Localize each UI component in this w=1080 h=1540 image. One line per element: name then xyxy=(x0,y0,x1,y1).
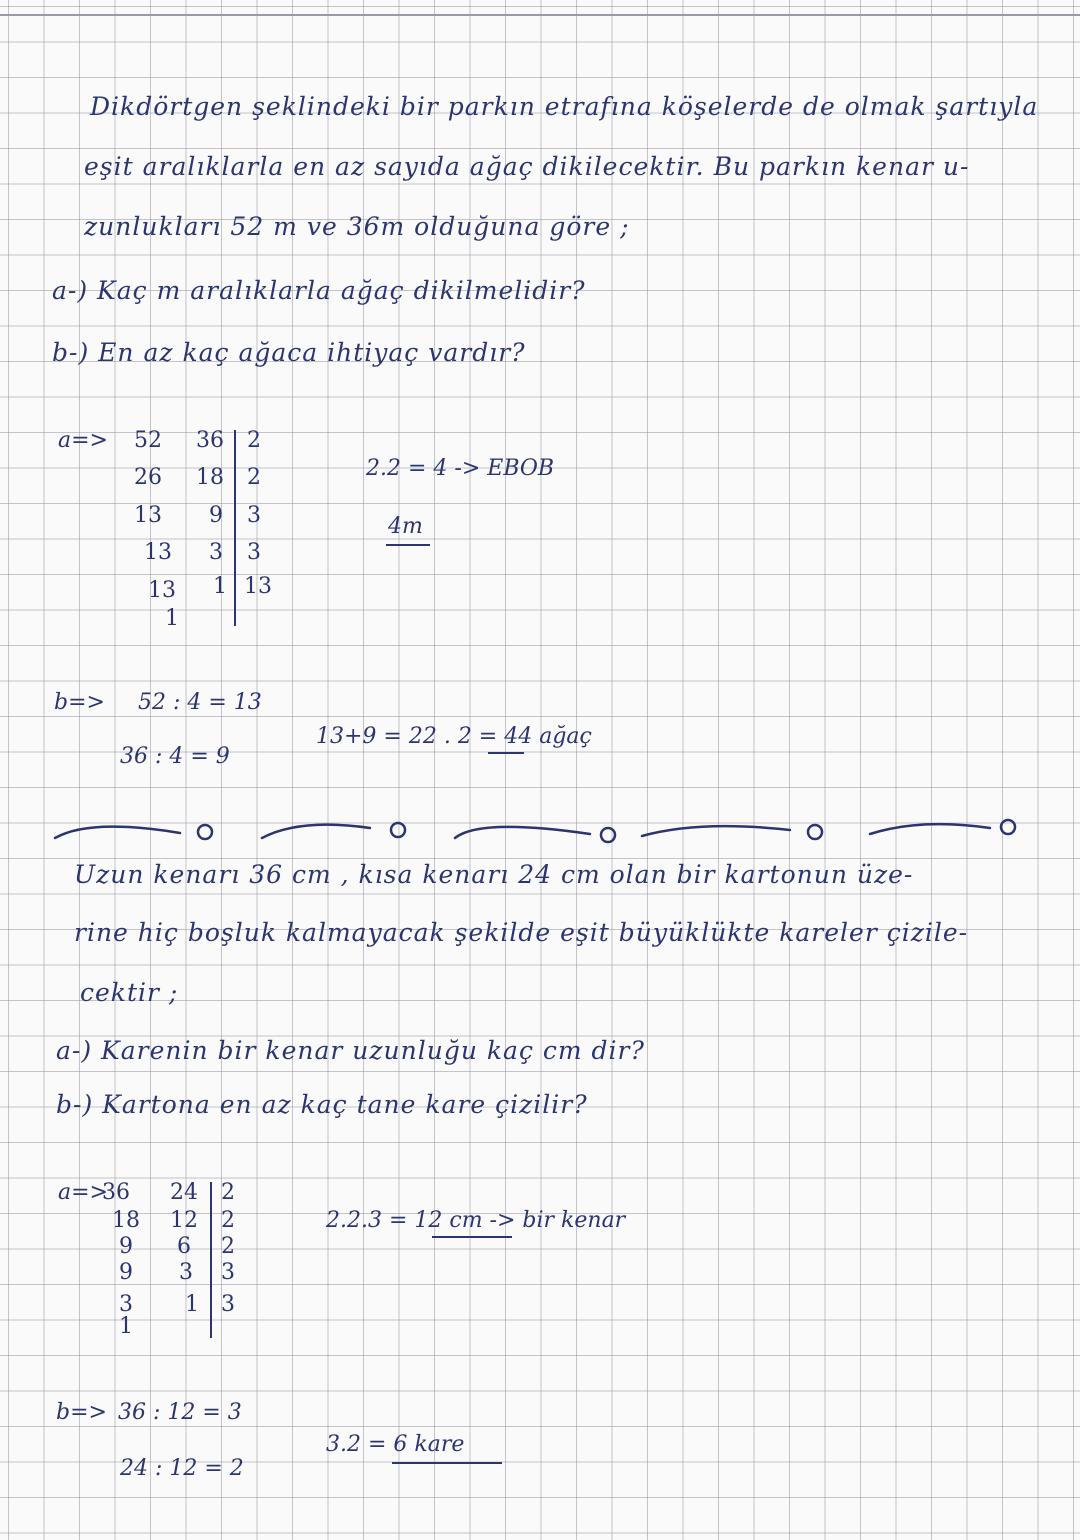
p1-sol-b-line2: 36 : 4 = 9 xyxy=(120,744,230,769)
p2-divisor-r3: 2 xyxy=(221,1234,235,1259)
p1-col2-r5: 1 xyxy=(213,574,227,599)
p2-col1-r4: 9 xyxy=(119,1260,133,1285)
p1-ebob-result: 2.2 = 4 -> EBOB xyxy=(366,456,555,481)
problem1-line3: zunlukları 52 m ve 36m olduğuna göre ; xyxy=(84,212,630,241)
p1-sol-b-line1: 52 : 4 = 13 xyxy=(138,690,262,715)
problem1-question-b: b-) En az kaç ağaca ihtiyaç vardır? xyxy=(52,338,526,367)
p2-sol-b-calc: 3.2 = 6 kare xyxy=(326,1432,465,1457)
page-top-rule xyxy=(0,14,1080,16)
separator-circle-2 xyxy=(391,823,405,837)
p1-col1-r5: 13 xyxy=(148,578,176,603)
separator-circle-3 xyxy=(601,828,615,842)
p2-col1-r1: 36 xyxy=(102,1180,130,1205)
p1-col1-r1: 52 xyxy=(134,428,162,453)
p1-divisor-r3: 3 xyxy=(247,503,261,528)
p2-col1-r6: 1 xyxy=(119,1314,133,1339)
p1-col2-r4: 3 xyxy=(209,540,223,565)
problem2-line2: rine hiç boşluk kalmayacak şekilde eşit büyüklükte kareler çizile- xyxy=(74,918,969,947)
p2-sol-b-line1: 36 : 12 = 3 xyxy=(118,1400,242,1425)
p2-col1-r3: 9 xyxy=(119,1234,133,1259)
problem2-line3: cektir ; xyxy=(80,978,179,1007)
p2-col1-r5: 3 xyxy=(119,1292,133,1317)
problem2-question-a: a-) Karenin bir kenar uzunluğu kaç cm dir? xyxy=(56,1036,645,1065)
p1-col1-r2: 26 xyxy=(134,465,162,490)
p1-col2-r1: 36 xyxy=(196,428,224,453)
p1-col1-r6: 1 xyxy=(165,606,179,631)
p1-divisor-r2: 2 xyxy=(247,465,261,490)
p1-col1-r4: 13 xyxy=(144,540,172,565)
problem1-line1: Dikdörtgen şeklindeki bir parkın etrafına köşelerde de olmak şartıyla xyxy=(90,92,1039,121)
p2-sol-b-underline xyxy=(392,1462,502,1464)
p1-sol-b-label: b=> xyxy=(54,690,105,715)
p2-sol-a-label: a=> xyxy=(58,1180,108,1205)
problem2-question-b: b-) Kartona en az kaç tane kare çizilir? xyxy=(56,1090,588,1119)
problem1-line2: eşit aralıklarla en az sayıda ağaç dikilecektir. Bu parkın kenar u- xyxy=(84,152,970,181)
p2-sol-b-label: b=> xyxy=(56,1400,107,1425)
p2-col2-r5: 1 xyxy=(185,1292,199,1317)
separator-circle-1 xyxy=(198,825,212,839)
p1-answer-a-underline xyxy=(386,544,430,546)
problem2-line1: Uzun kenarı 36 cm , kısa kenarı 24 cm olan bir kartonun üze- xyxy=(74,860,914,889)
p1-answer-a: 4m xyxy=(388,514,423,539)
p1-sol-a-label: a=> xyxy=(58,428,108,453)
p2-ebob-result: 2.2.3 = 12 cm -> bir kenar xyxy=(326,1208,626,1233)
p1-col2-r2: 18 xyxy=(196,465,224,490)
p1-division-line xyxy=(234,430,236,626)
p2-col2-r1: 24 xyxy=(170,1180,198,1205)
p2-divisor-r2: 2 xyxy=(221,1208,235,1233)
p2-sol-b-line2: 24 : 12 = 2 xyxy=(120,1456,244,1481)
p1-sol-b-calc: 13+9 = 22 . 2 = 44 ağaç xyxy=(316,724,592,749)
p2-col1-r2: 18 xyxy=(112,1208,140,1233)
p1-sol-b-underline xyxy=(488,752,524,754)
separator-swoosh-4 xyxy=(642,826,790,836)
p1-divisor-r5: 13 xyxy=(244,574,272,599)
separator-circle-5 xyxy=(1001,820,1015,834)
p2-divisor-r4: 3 xyxy=(221,1260,235,1285)
p2-divisor-r1: 2 xyxy=(221,1180,235,1205)
p1-col2-r3: 9 xyxy=(209,503,223,528)
p2-divisor-r5: 3 xyxy=(221,1292,235,1317)
p1-divisor-r4: 3 xyxy=(247,540,261,565)
separator-swoosh-2 xyxy=(262,825,370,838)
p2-col2-r4: 3 xyxy=(179,1260,193,1285)
separator-swoosh-5 xyxy=(870,824,990,834)
problem1-question-a: a-) Kaç m aralıklarla ağaç dikilmelidir? xyxy=(52,276,586,305)
separator-circle-4 xyxy=(808,825,822,839)
p2-result-underline xyxy=(432,1236,512,1238)
separator-swoosh-1 xyxy=(55,827,180,838)
decorative-separator xyxy=(0,808,1080,848)
p2-col2-r2: 12 xyxy=(170,1208,198,1233)
p1-divisor-r1: 2 xyxy=(247,428,261,453)
p1-col1-r3: 13 xyxy=(134,503,162,528)
separator-swoosh-3 xyxy=(455,827,590,838)
p2-col2-r3: 6 xyxy=(177,1234,191,1259)
